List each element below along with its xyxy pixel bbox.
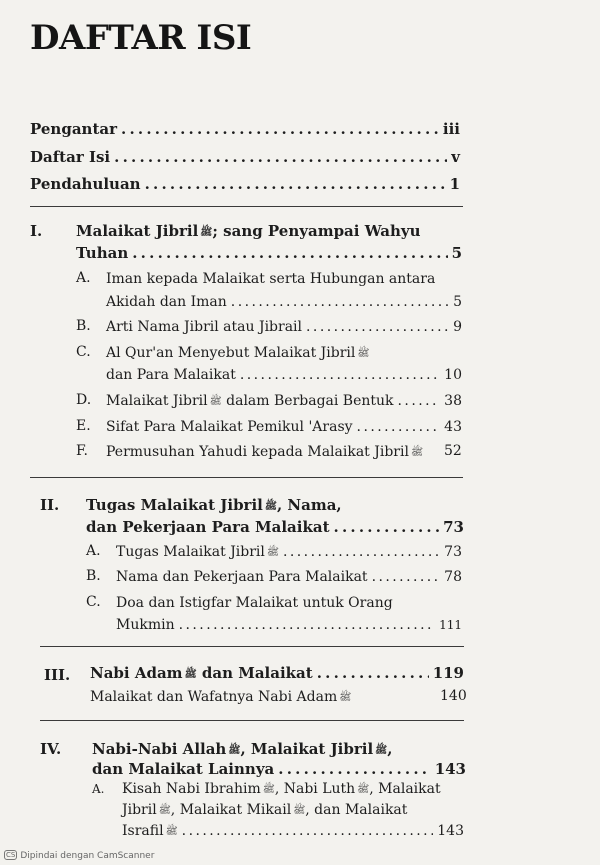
honorific-icon: ﷺ (262, 784, 275, 795)
honorific-icon: ﷺ (266, 547, 279, 558)
toc-item-line2[interactable]: Akidah dan Iman . . . 5 (106, 293, 462, 311)
toc-item-line2[interactable]: Mukmin . . . 111 (116, 616, 462, 634)
chapter-title-line1[interactable]: Malaikat Jibril ﷺ; sang Penyampai Wahyu (76, 222, 421, 240)
honorific-icon: ﷺ (228, 745, 241, 756)
chapter-numeral: IV. (40, 740, 62, 758)
section-divider (30, 477, 463, 478)
item-letter: C. (86, 594, 101, 610)
entry-page: 143 (437, 823, 464, 839)
entry-page: 43 (444, 419, 462, 435)
entry-page: 9 (453, 319, 462, 335)
honorific-icon: ﷺ (293, 805, 306, 816)
entry-page: 10 (444, 367, 462, 383)
toc-item-line1[interactable]: Kisah Nabi Ibrahim ﷺ, Nabi Luth ﷺ, Malaikat (122, 781, 441, 797)
toc-item[interactable]: Arti Nama Jibril atau Jibrail . . . 9 (106, 318, 462, 336)
toc-item-line1[interactable]: Iman kepada Malaikat serta Hubungan antara (106, 271, 436, 287)
honorific-icon: ﷺ (339, 692, 352, 703)
item-letter: A. (92, 782, 105, 796)
item-letter: B. (86, 568, 101, 584)
toc-item[interactable]: Permusuhan Yahudi kepada Malaikat Jibril ﷺ (106, 444, 424, 460)
entry-page: 38 (444, 393, 462, 409)
chapter-numeral: II. (40, 496, 60, 514)
chapter-title-line2[interactable]: Tuhan . . . 5 (76, 244, 462, 262)
toc-item-line3[interactable]: Israfil ﷺ . . . 143 (122, 822, 464, 841)
honorific-icon: ﷺ (200, 227, 213, 238)
section-divider (40, 720, 464, 721)
entry-label: Pengantar (30, 120, 117, 138)
entry-page: 73 (444, 544, 462, 560)
item-letter: A. (86, 543, 101, 559)
chapter-title-line2[interactable]: dan Malaikat Lainnya . . . 143 (92, 760, 466, 778)
toc-item-line2[interactable]: Jibril ﷺ, Malaikat Mikail ﷺ, dan Malaikat (122, 802, 408, 818)
honorific-icon: ﷺ (184, 669, 197, 680)
honorific-icon: ﷺ (375, 745, 388, 756)
honorific-icon: ﷺ (410, 447, 424, 458)
honorific-icon: ﷺ (165, 826, 178, 837)
toc-item-line1[interactable]: Al Qur'an Menyebut Malaikat Jibril ﷺ (106, 345, 370, 361)
toc-item[interactable]: Sifat Para Malaikat Pemikul 'Arasy . . . 43 (106, 418, 462, 436)
honorific-icon: ﷺ (357, 784, 370, 795)
honorific-icon: ﷺ (209, 396, 222, 407)
toc-item[interactable]: Malaikat Jibril ﷺ dalam Berbagai Bentuk . . . 38 (106, 392, 462, 411)
toc-item-line2[interactable]: dan Para Malaikat . . . 10 (106, 366, 462, 384)
chapter-title-line1[interactable]: Tugas Malaikat Jibril ﷺ, Nama, (86, 496, 342, 514)
chapter-numeral: III. (44, 666, 71, 684)
item-letter: C. (76, 344, 91, 360)
entry-page: 52 (444, 443, 462, 459)
chapter-numeral: I. (30, 222, 43, 240)
entry-page: 1 (449, 175, 460, 193)
entry-page: 111 (439, 618, 462, 632)
page-title: DAFTAR ISI (30, 18, 252, 58)
entry-page: 5 (453, 294, 462, 310)
toc-entry-pendahuluan[interactable] (30, 175, 460, 193)
entry-page: v (451, 148, 460, 166)
toc-item-line1[interactable]: Doa dan Istigfar Malaikat untuk Orang (116, 595, 393, 611)
entry-page: 73 (443, 518, 464, 536)
section-divider (40, 646, 464, 647)
entry-page: 119 (432, 664, 464, 682)
entry-page: 5 (451, 244, 462, 262)
honorific-icon: ﷺ (264, 501, 277, 512)
item-letter: F. (76, 443, 88, 459)
chapter-title[interactable]: Nabi Adam ﷺ dan Malaikat . . . 119 (90, 664, 464, 684)
scanner-watermark: CS Dipindai dengan CamScanner (6, 851, 155, 861)
item-letter: D. (76, 392, 92, 408)
toc-entry-daftar-isi[interactable] (30, 148, 460, 166)
chapter-title-line2[interactable]: dan Pekerjaan Para Malaikat . . . 73 (86, 518, 464, 536)
item-letter: E. (76, 418, 91, 434)
toc-item[interactable]: Nama dan Pekerjaan Para Malaikat . . . 78 (116, 568, 462, 586)
entry-label: Pendahuluan (30, 175, 141, 193)
entry-page: 143 (434, 760, 466, 778)
toc-entry-pengantar[interactable] (30, 120, 460, 138)
entry-page: 140 (440, 688, 467, 704)
honorific-icon: ﷺ (357, 348, 370, 359)
toc-item[interactable]: Tugas Malaikat Jibril ﷺ . . . 73 (116, 543, 462, 562)
entry-label: Daftar Isi (30, 148, 111, 166)
chapter-title-line1[interactable]: Nabi-Nabi Allah ﷺ, Malaikat Jibril ﷺ, (92, 740, 393, 758)
section-divider (30, 206, 463, 207)
item-letter: A. (76, 270, 91, 286)
item-letter: B. (76, 318, 91, 334)
honorific-icon: ﷺ (158, 805, 171, 816)
entry-page: 78 (444, 569, 462, 585)
camscanner-logo-icon: CS (6, 851, 16, 859)
toc-item[interactable]: Malaikat dan Wafatnya Nabi Adam ﷺ (90, 689, 352, 705)
entry-page: iii (442, 120, 460, 138)
